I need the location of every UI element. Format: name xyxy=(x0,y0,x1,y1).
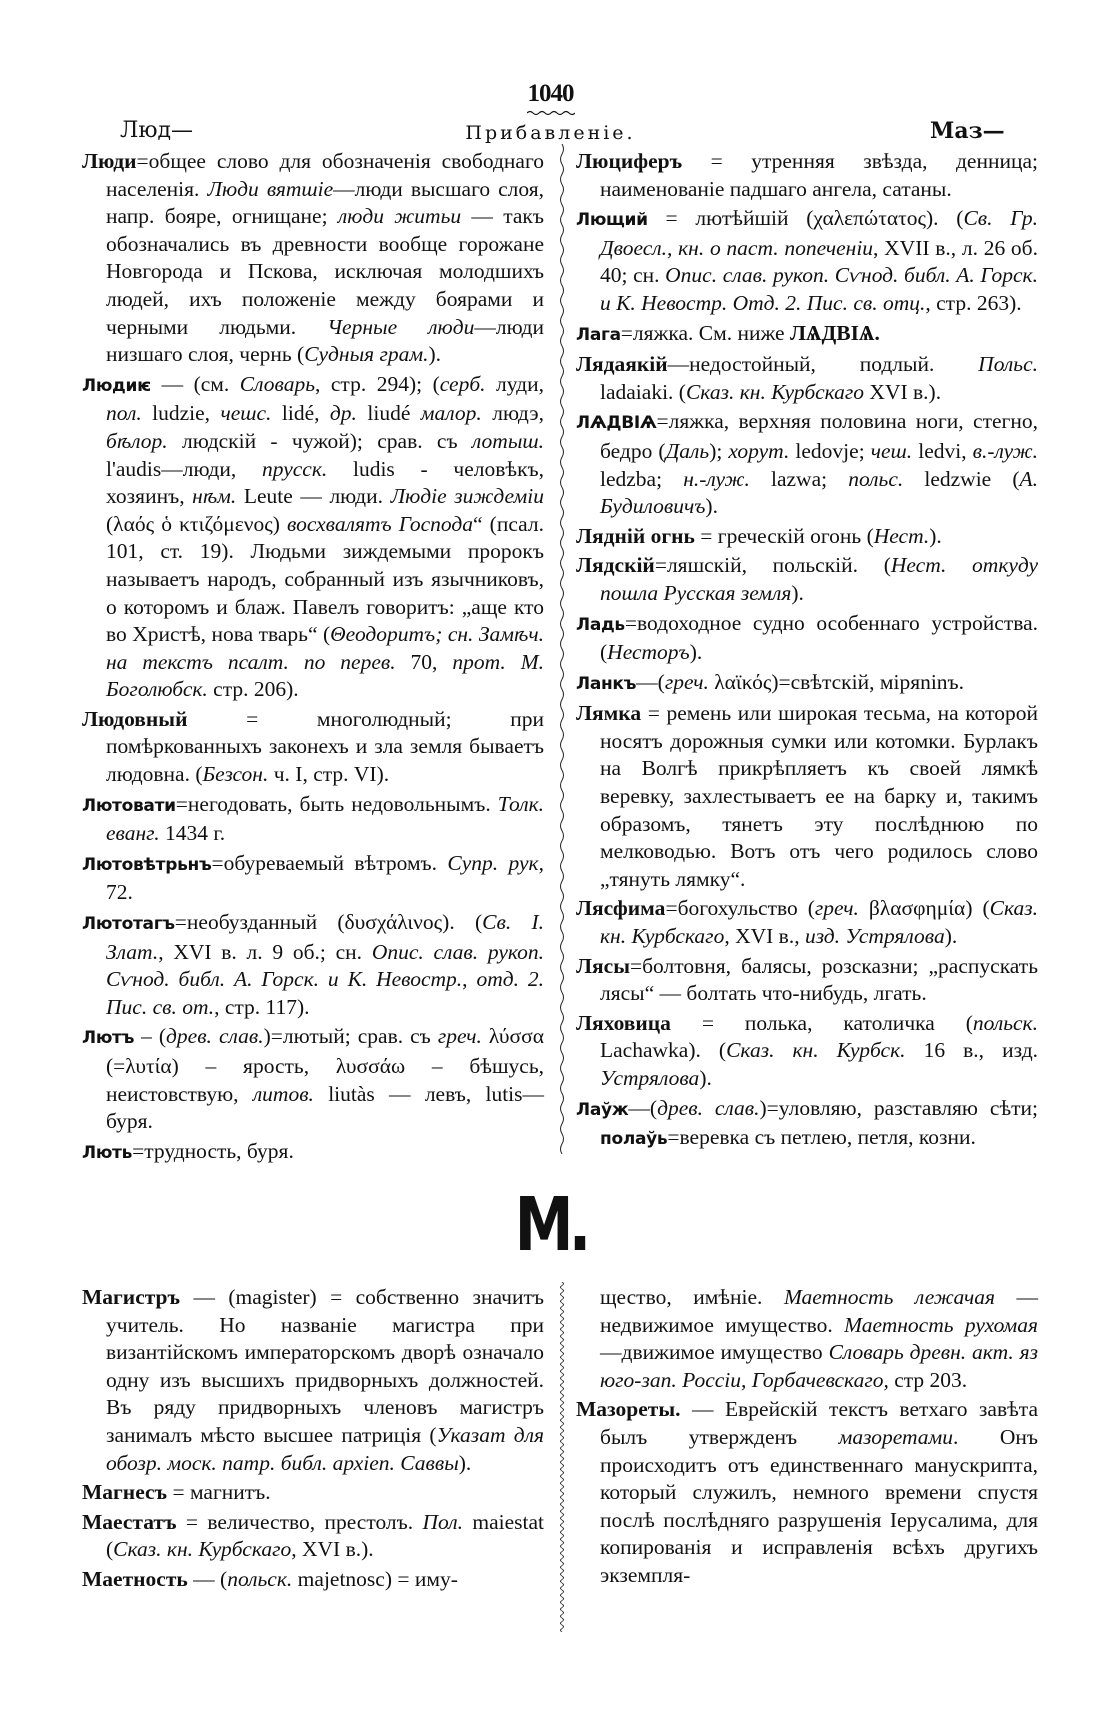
entry-text: —недостойный, подлый. xyxy=(667,352,979,377)
entry-text: =необузданный (δυσχάλινος). ( xyxy=(174,910,483,935)
entry-text: щество, имѣніе. xyxy=(600,1285,784,1309)
entry-text: ledzwie ( xyxy=(903,466,1020,491)
entry-text: = многолюдный; при помѣркованныхъ законехъ и зла земля бываетъ людовна. ( xyxy=(106,706,544,787)
entry-text: = греческій огонь ( xyxy=(694,523,874,548)
entry-text: — такъ обозначались въ древности вообще горожане Новгорода и Пскова, исключая молодшихъ людей, ихъ положеніе между боярами и черными людьми. xyxy=(106,204,544,339)
entry-citation: польск. xyxy=(227,1566,293,1591)
entry-citation: Толк. еванг. xyxy=(106,791,544,846)
entry-text: liudé xyxy=(356,401,421,426)
entry-text: , XVI в. л. 9 об.; сн. xyxy=(158,939,372,964)
entry-text: , XVI в., xyxy=(724,924,805,949)
entry-text: λύσσα (=λυτία) – ярость, λυσσάω – бѣшусь, неистовствую, xyxy=(106,1024,544,1106)
entry-citation: Св. Гр. Двоесл., кн. о паст. попеченіи xyxy=(600,206,1039,260)
entry-citation: греч. xyxy=(437,1024,482,1049)
entry-headword: Лясфима xyxy=(576,896,666,921)
entry-citation: н.-луж. xyxy=(683,466,750,491)
entry-citation: А. Будиловичъ xyxy=(600,466,1038,519)
dictionary-entry xyxy=(82,148,544,369)
entry-text: XVI в.). xyxy=(864,379,942,404)
entry-headword: Маетность xyxy=(82,1566,188,1591)
dictionary-entry xyxy=(576,523,1038,551)
entry-text: lidé, xyxy=(271,401,330,426)
dictionary-entry xyxy=(82,1479,544,1507)
entry-citation: Опис. слав. рукоп. Сѵнод. библ. А. Горск. и К. Невостр. Отд. 2. Пис. св. отц. xyxy=(600,263,1038,315)
dictionary-entry xyxy=(82,1284,544,1477)
entry-text: =богохульство ( xyxy=(665,896,815,921)
entry-headword: Лютотагъ xyxy=(82,914,175,935)
entry-text: — недвижимое имущество. xyxy=(600,1285,1039,1337)
entry-text: – ( xyxy=(134,1024,167,1049)
entry-headword: Лють xyxy=(82,1142,133,1163)
running-head-left: Люд— xyxy=(120,118,194,143)
entry-headword: Ляховица xyxy=(576,1010,671,1035)
entry-text: ). xyxy=(705,494,718,519)
entry-headword: Магистръ xyxy=(82,1285,181,1309)
dictionary-entry xyxy=(576,1095,1038,1154)
entry-citation: изд. Устрялова xyxy=(804,924,945,949)
entry-headword: Лютъ xyxy=(82,1028,135,1049)
entry-text: =обуреваемый вѣтромъ. xyxy=(211,850,448,875)
entry-citation: малор. xyxy=(420,401,482,426)
column-top-right xyxy=(576,148,1038,1156)
entry-citation: отд. 2. Пис. св. от. xyxy=(106,967,544,1019)
entry-text: — ( xyxy=(187,1566,228,1591)
entry-headword: Люциферъ xyxy=(576,149,683,173)
entry-headword: Маестатъ xyxy=(82,1509,177,1534)
entry-headword: Ланкъ xyxy=(576,673,637,694)
entry-text: ). xyxy=(458,1450,472,1475)
dictionary-entry xyxy=(576,351,1038,406)
entry-text: )=лютый; срав. съ xyxy=(263,1024,438,1049)
entry-text: βλασφημία) ( xyxy=(858,896,990,921)
entry-citation: Указат для обозр. моск. патр. библ. архіеп. Саввы xyxy=(106,1422,544,1475)
entry-headword: Лющий xyxy=(576,210,648,231)
entry-citation: Несторъ xyxy=(607,640,690,665)
entry-text: стр 203. xyxy=(888,1367,968,1392)
dictionary-entry xyxy=(576,1010,1038,1093)
entry-text: ludzie, xyxy=(141,401,221,426)
entry-citation: древ. слав. xyxy=(166,1024,264,1049)
entry-citation: греч. xyxy=(814,896,859,921)
entry-text: ledvi, xyxy=(912,438,973,463)
entry-text: “ (псал. 101, ст. 19). Людьми зиждемыми пророкъ называетъ народъ, собранный изъ язычниковъ, о которомъ и блаж. Павелъ говоритъ: „аще кто во Христѣ, нова тварь“ ( xyxy=(106,511,544,647)
dictionary-entry xyxy=(82,850,544,907)
entry-text: lazwa; xyxy=(749,466,849,491)
dictionary-entry xyxy=(82,706,544,789)
dictionary-entry xyxy=(82,1023,544,1135)
page-number: 1040 xyxy=(527,80,574,107)
entry-text: =негодовать, быть недовольнымъ. xyxy=(175,791,498,816)
entry-text: , стр. 263). xyxy=(925,290,1022,315)
entry-text: Leute — люди. xyxy=(236,484,391,509)
entry-text: =ляжка. См. ниже xyxy=(620,320,790,345)
entry-citation: прот. М. Боголюбск. xyxy=(106,649,545,702)
entry-text: ). xyxy=(689,640,703,665)
entry-citation: нѣм. xyxy=(192,484,237,509)
entry-text: ). xyxy=(428,342,442,367)
entry-text: —( xyxy=(636,669,665,694)
entry-citation: люди житьи xyxy=(337,204,462,229)
entry-text: — (см. xyxy=(151,371,240,396)
entry-text: , стр. 117). xyxy=(214,994,310,1019)
entry-citation: Безсон. xyxy=(202,762,269,787)
entry-headword: Лядаякій xyxy=(576,352,668,377)
entry-citation: литов. xyxy=(252,1081,314,1106)
entry-citation: серб. xyxy=(439,371,486,396)
entry-headword: Лаўж xyxy=(576,1099,629,1120)
entry-headword: Лага xyxy=(576,324,621,345)
entry-text: = магнитъ. xyxy=(167,1480,271,1505)
entry-text: = утренняя звѣзда, денница; наименованіе падшаго ангела, сатаны. xyxy=(600,149,1038,201)
dictionary-entry xyxy=(576,953,1038,1008)
entry-citation: польс. xyxy=(848,466,904,491)
entry-citation: Св. I. Злат. xyxy=(106,910,544,964)
entry-text: людскій - чужой); срав. съ xyxy=(167,428,472,453)
entry-text: ЛѦДВІѦ. xyxy=(789,320,880,345)
entry-citation: Маетность рухомая xyxy=(844,1312,1038,1337)
entry-text: ). xyxy=(944,924,958,949)
entry-text: — (magister) = собственно значитъ учитель. Но названіе магистра при византійскомъ императорскомъ дворѣ означало одну изъ высшихъ придворныхъ должностей. Въ ряду придворныхъ членовъ магистръ занималъ мѣсто высшее патриція ( xyxy=(106,1285,544,1447)
entry-text: maiestat ( xyxy=(106,1509,544,1562)
entry-text: луди, xyxy=(485,371,545,396)
entry-citation: Словарь древн. акт. яз юго-зап. Россіи, Горбачевскаго, xyxy=(600,1340,1038,1392)
entry-text: —движимое имущество xyxy=(600,1340,829,1365)
entry-text: )=уловляю, разставляю сѣти; xyxy=(759,1095,1038,1120)
entry-text: , стр. 294); ( xyxy=(315,371,440,396)
dictionary-entry xyxy=(576,205,1038,317)
entry-text: ledovje; xyxy=(789,438,871,463)
entry-text: —( xyxy=(628,1095,658,1120)
entry-citation: Польс. xyxy=(978,352,1038,377)
entry-text: Lachawka). ( xyxy=(600,1038,727,1063)
entry-headword: Магнесъ xyxy=(82,1480,168,1505)
entry-text: = полька, католичка ( xyxy=(670,1010,973,1035)
entry-text: ludis - человѣкъ, хозяинъ, xyxy=(106,456,545,509)
entry-headword: Лядній огнь xyxy=(576,523,695,548)
entry-headword: ЛѦДВІѦ xyxy=(576,413,657,434)
dictionary-entry xyxy=(576,610,1038,667)
entry-headword: Людовный xyxy=(82,706,188,731)
entry-text: . Онъ происходитъ отъ единственнаго манускрипта, который служилъ, немного времени спустя послѣ послѣдняго разрушенія Іерусалима, для копированія и исправленія всѣхъ другихъ экземпля- xyxy=(600,1424,1038,1587)
entry-citation: Словарь xyxy=(239,371,315,396)
entry-text: ); xyxy=(709,438,729,463)
entry-citation: Судныя грам. xyxy=(304,342,429,367)
entry-citation: лотыш. xyxy=(471,428,544,453)
entry-text: (λαός ὁ κτιζόμενος) xyxy=(106,511,288,536)
entry-text: λαϊκός)=свѣтскій, міряninъ. xyxy=(708,669,965,694)
dictionary-entry xyxy=(576,895,1038,950)
entry-text: , 72. xyxy=(106,850,544,905)
entry-text: ). xyxy=(791,580,804,605)
dictionary-entry xyxy=(82,909,544,1021)
entry-citation: Нест. xyxy=(873,523,930,548)
entry-citation: Нест. откуду пошла Русская земля xyxy=(600,553,1038,605)
entry-text: liutàs — левъ, lutis—буря. xyxy=(106,1081,545,1134)
column-divider-top xyxy=(558,144,566,1154)
dictionary-entry xyxy=(576,552,1038,607)
entry-text: стр. 206). xyxy=(207,677,299,702)
entry-citation: Черные люди xyxy=(327,314,475,339)
entry-citation: восхвалятъ Господа xyxy=(287,511,474,536)
section-letter: М. xyxy=(514,1182,587,1268)
entry-citation: польск. xyxy=(972,1010,1038,1035)
dictionary-entry xyxy=(576,1284,1038,1394)
running-head-right: Маз— xyxy=(930,118,1005,144)
entry-text: — Еврейскій текстъ ветхаго завѣта былъ утвержденъ xyxy=(600,1397,1038,1449)
entry-headword: Лютовати xyxy=(82,795,176,816)
dictionary-entry xyxy=(576,1396,1038,1589)
wavy-underline-ornament xyxy=(527,110,575,116)
entry-citation: др. xyxy=(329,401,357,426)
column-bottom-right xyxy=(576,1284,1038,1592)
column-bottom-left xyxy=(82,1284,544,1596)
entry-citation: Θеодоритъ; сн. Замѣч. на текстъ псалт. по перев. xyxy=(106,622,544,674)
dictionary-entry xyxy=(576,669,1038,699)
dictionary-entry xyxy=(82,1509,544,1564)
entry-headword: Ладь xyxy=(576,614,625,635)
entry-text: ). xyxy=(699,1066,712,1090)
entry-text: 16 в., изд. xyxy=(905,1038,1039,1063)
dictionary-entry xyxy=(82,371,544,704)
entry-text: =общее слово для обозначенія свободнаго населенія. xyxy=(106,149,544,201)
entry-headword: Лютовѣтрьнъ xyxy=(82,854,212,875)
entry-text: = лютѣйшій (χαλεπώτατος). ( xyxy=(647,206,964,231)
entry-citation: древ. слав. xyxy=(657,1095,760,1120)
dictionary-entry xyxy=(576,148,1038,203)
entry-headword: Мазореты. xyxy=(576,1397,681,1422)
entry-citation: чешс. xyxy=(220,401,272,426)
entry-text: l'audis—люди, xyxy=(106,456,262,481)
column-divider-bottom xyxy=(558,1282,566,1632)
entry-text: ). xyxy=(929,523,942,548)
entry-text: —люди высшаго слоя, напр. бояре, огнищане; xyxy=(106,176,545,229)
entry-text: 70, xyxy=(395,649,453,674)
entry-citation: Сказ. кн. Курбскаго xyxy=(113,1537,292,1562)
entry-text: , xyxy=(462,967,477,992)
entry-text: людэ, xyxy=(481,401,544,426)
entry-headword: Лямка xyxy=(576,701,642,726)
entry-citation: Сказ. кн. Курбскаго xyxy=(600,896,1038,949)
entry-headword: Людиѥ xyxy=(82,375,152,396)
entry-text: =трудность, буря. xyxy=(132,1138,294,1163)
entry-text: ladaiaki. ( xyxy=(600,379,686,404)
entry-citation: Опис. слав. рукоп. Сѵнод. библ. А. Горск. и К. Невостр. xyxy=(106,939,544,992)
dictionary-entry xyxy=(576,700,1038,893)
entry-citation: прусск. xyxy=(261,456,328,481)
entry-citation: Сказ. кн. Курбскаго xyxy=(685,379,865,404)
entry-text: —люди низшаго слоя, чернь ( xyxy=(106,314,544,367)
dictionary-entry xyxy=(82,791,544,848)
entry-citation: греч. xyxy=(664,669,709,694)
entry-text: =ляжка, верхняя половина ноги, стегно, бедро ( xyxy=(600,409,1038,463)
entry-citation: хорут. xyxy=(728,438,790,463)
running-head-title: Прибавленіе. xyxy=(465,122,636,144)
entry-citation: чеш. xyxy=(870,438,913,463)
entry-headword: Лядскій xyxy=(576,553,655,578)
entry-text: ч. I, стр. VI). xyxy=(268,762,390,787)
entry-text: majetnosc) = иму- xyxy=(292,1566,458,1591)
entry-text: 1434 г. xyxy=(159,821,226,846)
entry-text: полаўь xyxy=(600,1129,668,1150)
dictionary-entry xyxy=(82,1566,544,1594)
entry-text: =болтовня, балясы, розсказни; „распускать лясы“ — болтать что-нибудь, лгать. xyxy=(600,953,1038,1006)
entry-citation: Даль xyxy=(665,438,710,463)
entry-text: , XVII в., л. 26 об. 40; сн. xyxy=(600,235,1038,288)
dictionary-entry xyxy=(82,1138,544,1168)
entry-text: =веревка съ петлею, петля, козни. xyxy=(667,1125,976,1150)
entry-citation: Сказ. кн. Курбск. xyxy=(726,1038,906,1063)
entry-text: = ремень или широкая тесьма, на которой носятъ дорожныя сумки или котомки. Бурлакъ на Волгѣ прикрѣпляетъ къ своей лямкѣ веревку, захлестываетъ ее на барку и, такимъ образомъ, тянетъ эту послѣднюю по мелководью. Вотъ отъ чего родилось слово „тянуть лямку“. xyxy=(600,701,1038,891)
dictionary-entry xyxy=(576,408,1038,520)
column-top-left xyxy=(82,148,544,1169)
dictionary-entry xyxy=(576,320,1038,350)
entry-text: ledzba; xyxy=(600,466,684,491)
entry-citation: Люди вятшіе xyxy=(207,176,334,201)
entry-citation: бѣлор. xyxy=(106,428,168,453)
entry-citation: мазоретами xyxy=(838,1424,953,1449)
entry-citation: Супр. рук xyxy=(447,850,539,875)
entry-citation: в.-луж. xyxy=(972,438,1039,463)
entry-text: = величество, престолъ. xyxy=(176,1509,423,1534)
entry-citation: Людіе зиждеміи xyxy=(390,484,544,509)
entry-text: =водоходное судно особеннаго устройства. ( xyxy=(600,610,1038,665)
entry-citation: Устрялова xyxy=(600,1066,700,1090)
entry-citation: Пол. xyxy=(422,1509,463,1534)
entry-text: , XVI в.). xyxy=(291,1537,374,1562)
entry-text: =ляшскій, польскій. ( xyxy=(654,553,891,578)
entry-citation: Маетность лежачая xyxy=(783,1285,995,1309)
entry-headword: Лясы xyxy=(576,953,630,978)
entry-headword: Люди xyxy=(82,149,137,173)
entry-citation: пол. xyxy=(106,401,142,426)
